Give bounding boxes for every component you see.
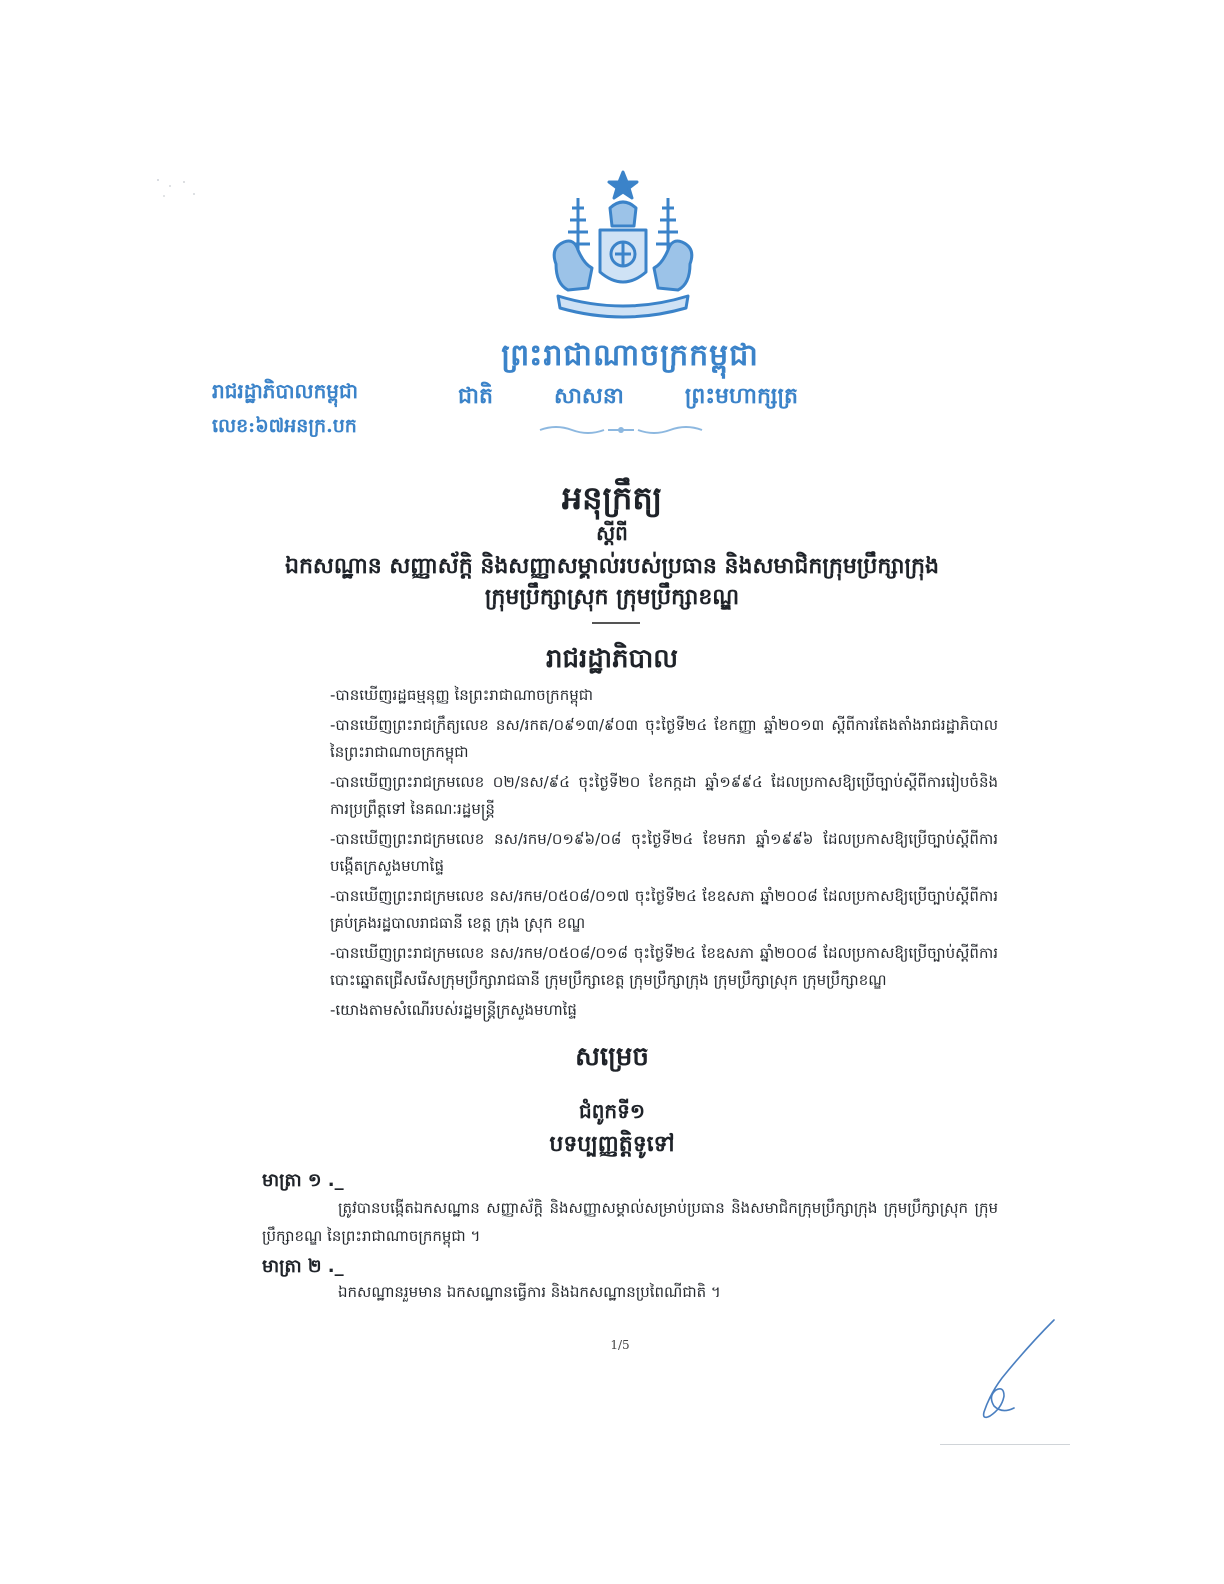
recital-item: -បានឃើញព្រះរាជក្រមលេខ នស/រកម/០១៩៦/០៨ ចុះថ្ងៃទី២៤ ខែមករា ឆ្នាំ១៩៩៦ ដែលប្រកាសឱ្យប្រើច្បាប់ស្តីពីការបង្កើតក្រសួងមហាផ្ទៃ [330,830,998,875]
article-1-text: ត្រូវបានបង្កើតឯកសណ្ឋាន សញ្ញាស័ក្តិ និងសញ្ញាសម្គាល់សម្រាប់ប្រធាន និងសមាជិកក្រុមប្រឹក្សាក្រុង ក្រុមប្រឹក្សាស្រុក ក្រុមប្រឹក្សាខណ្ឌ នៃព្រះរាជាណាចក្រកម្ពុជា ។ [262,1199,998,1245]
government-name: រាជរដ្ឋាភិបាលកម្ពុជា [212,379,358,403]
national-motto [458,382,798,414]
chapter-number: ជំពូកទី១ [579,1099,645,1123]
recital-item: -បានឃើញព្រះរាជក្រមលេខ នស/រកម/០៥០៨/០១៧ ចុះថ្ងៃទី២៤ ខែឧសភា ឆ្នាំ២០០៨ ដែលប្រកាសឱ្យប្រើច្បាប់ស្តីពីការគ្រប់គ្រងរដ្ឋបាលរាជធានី ខេត្ត ក្រុង ស្រុក ខណ្ឌ [330,887,998,932]
chapter-title: បទប្បញ្ញត្តិទូទៅ [549,1132,675,1157]
subject-line-2: ក្រុមប្រឹក្សាស្រុក ក្រុមប្រឹក្សាខណ្ឌ [484,585,740,610]
page-number: 1/5 [610,1338,630,1352]
article-1-label: មាត្រា ១ ._ [262,1170,344,1191]
government-heading: រាជរដ្ឋាភិបាល [545,644,679,674]
recital-item: -យោងតាមសំណើរបស់រដ្ឋមន្ត្រីក្រសួងមហាផ្ទៃ [330,1001,577,1019]
recital-item: -បានឃើញព្រះរាជក្រឹត្យលេខ នស/រកត/០៩១៣/៩០៣ ចុះថ្ងៃទី២៤ ខែកញ្ញា ឆ្នាំ២០១៣ ស្តីពីការតែងតាំងរាជរដ្ឋាភិបាល នៃព្រះរាជាណាចក្រកម្ពុជា [330,716,998,761]
article-2-text: ឯកសណ្ឋានរួមមាន ឯកសណ្ឋានធ្វើការ និងឯកសណ្ឋានប្រពៃណីជាតិ ។ [338,1283,721,1301]
bottom-rule [940,1444,1070,1445]
title-divider [592,622,640,624]
ornament-divider [536,422,706,438]
royal-coat-of-arms-emblem [538,168,708,323]
motto-king: ព្រះមហាក្សត្រ [684,383,798,409]
document-type-title: អនុក្រឹត្យ [561,479,663,517]
recital-item: -បានឃើញព្រះរាជក្រមលេខ ០២/នស/៩៤ ចុះថ្ងៃទី២០ ខែកក្កដា ឆ្នាំ១៩៩៤ ដែលប្រកាសឱ្យប្រើច្បាប់ស្តីពីការរៀបចំនិងការប្រព្រឹត្តទៅ នៃគណៈរដ្ឋមន្ត្រី [330,773,998,818]
scan-speckles [150,172,210,212]
recital-item: -បានឃើញរដ្ឋធម្មនុញ្ញ នៃព្រះរាជាណាចក្រកម្ពុជា [330,686,594,704]
about-label: ស្ដីពី [596,521,628,545]
recitals-list [330,682,998,1027]
subject-line-1: ឯកសណ្ឋាន សញ្ញាស័ក្តិ និងសញ្ញាសម្គាល់របស់ប្រធាន និងសមាជិកក្រុមប្រឹក្សាក្រុង [285,554,939,579]
motto-nation: ជាតិ [458,383,493,409]
decision-heading: សម្រេច [575,1042,649,1072]
recital-item: -បានឃើញព្រះរាជក្រមលេខ នស/រកម/០៥០៨/០១៨ ចុះថ្ងៃទី២៤ ខែឧសភា ឆ្នាំ២០០៨ ដែលប្រកាសឱ្យប្រើច្បាប់ស្តីពីការបោះឆ្នោតជ្រើសរើសក្រុមប្រឹក្សារាជធានី ក្រុមប្រឹក្សាខេត្ត ក្រុមប្រឹក្សាក្រុង ក្រុមប្រឹក្សាស្រុក ក្រុមប្រឹក្សាខណ្ឌ [330,944,998,989]
article-2-label: មាត្រា ២ ._ [262,1256,344,1277]
handwritten-signature [968,1316,1058,1426]
motto-religion: សាសនា [553,383,624,409]
kingdom-title: ព្រះរាជាណាចក្រកម្ពុជា [501,338,759,373]
document-number: លេខ:៦៧អនក្រ.បក [212,415,357,437]
